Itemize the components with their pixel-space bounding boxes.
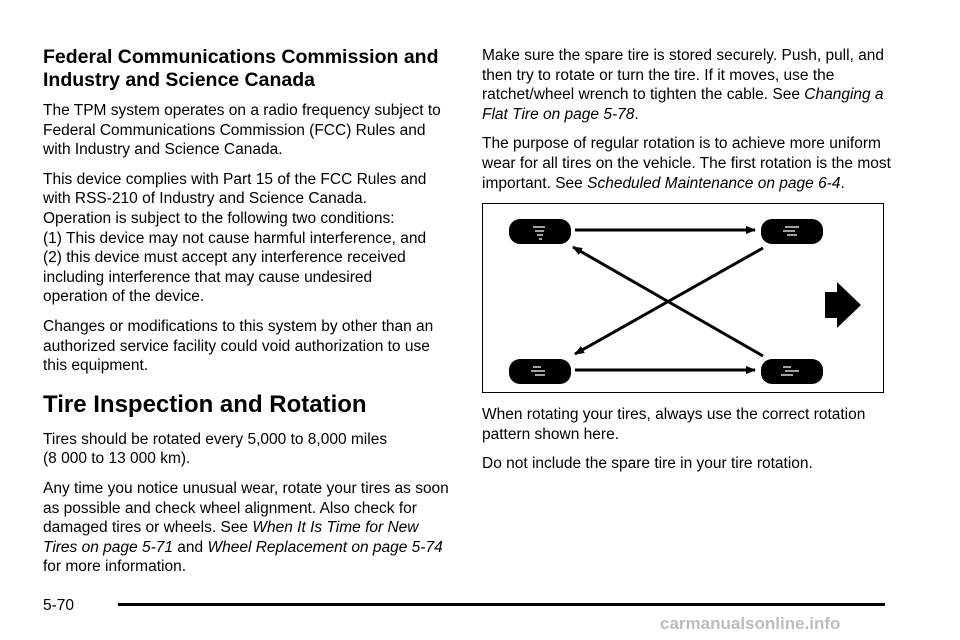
rotation-pattern-paragraph: When rotating your tires, always use the correct rotation pattern shown here. xyxy=(482,406,866,443)
fcc-line: This device complies with Part 15 of the FCC Rules and xyxy=(43,170,427,188)
site-watermark: carmanualsonline.info xyxy=(660,614,841,633)
rotation-pattern-svg xyxy=(483,204,885,394)
fcc-compliance-paragraph xyxy=(43,170,455,307)
rotation-purpose-paragraph xyxy=(482,134,892,193)
fcc-line: operation of the device. xyxy=(43,288,205,306)
unusual-wear-paragraph xyxy=(43,479,455,577)
rotation-arrows xyxy=(573,230,763,370)
text-span: The purpose of regular rotation is to achieve more uniform wear for all tires on the vehicle. The first rotation is the most important. See xyxy=(482,135,891,192)
text-span: . xyxy=(840,174,845,192)
text-span: Make sure the spare tire is stored securely. Push, pull, and then try to rotate or turn the tire. If it moves, use the ratchet/wheel wrench to tighten the cable. See xyxy=(482,47,885,104)
rotation-interval-paragraph xyxy=(43,430,455,469)
rotation-heading: Tire Inspection and Rotation xyxy=(43,390,367,418)
footer-rule xyxy=(118,603,885,606)
flat-tire-link[interactable]: Changing a Flat Tire on page 5-78 xyxy=(482,86,884,123)
spare-exclusion-paragraph: Do not include the spare tire in your tire rotation. xyxy=(482,455,813,473)
wheel-replacement-link[interactable]: Wheel Replacement on page 5-74 xyxy=(207,538,443,556)
page-number: 5-70 xyxy=(43,597,75,614)
rotation-interval-line: Tires should be rotated every 5,000 to 8,000 miles xyxy=(43,430,388,448)
fcc-line: (2) this device must accept any interference received xyxy=(43,249,406,267)
fcc-heading: Federal Communications Commission and Industry and Science Canada xyxy=(43,46,439,91)
text-span: Any time you notice unusual wear, rotate your tires as soon as possible and check wheel alignment. Also check for damaged tires or wheels. See xyxy=(43,479,449,537)
tpm-radio-paragraph: The TPM system operates on a radio frequency subject to Federal Communications Commission (FCC) Rules and with Industry and Science Canada. xyxy=(43,102,441,159)
text-span: and xyxy=(172,538,208,556)
new-tires-link[interactable]: When It Is Time for New Tires on page 5-71 xyxy=(43,519,419,556)
modifications-paragraph: Changes or modifications to this system by other than an authorized service facility could void authorization to use this equipment. xyxy=(43,317,434,375)
text-span: . xyxy=(634,105,639,123)
fcc-line: (1) This device may not cause harmful interference, and xyxy=(43,229,427,247)
right-column xyxy=(482,46,892,484)
tire-rotation-diagram xyxy=(482,203,884,393)
spare-tire-paragraph xyxy=(482,46,892,124)
left-column xyxy=(43,46,455,587)
fcc-line: Operation is subject to the following two conditions: xyxy=(43,209,395,227)
scheduled-maintenance-link[interactable]: Scheduled Maintenance on page 6-4 xyxy=(587,174,841,192)
front-direction-arrow-icon xyxy=(825,282,861,328)
text-span: for more information. xyxy=(43,558,186,576)
fcc-line: including interference that may cause undesired xyxy=(43,268,373,286)
fcc-line: with RSS-210 of Industry and Science Canada. xyxy=(43,190,367,208)
rotation-interval-line: (8 000 to 13 000 km). xyxy=(43,450,191,468)
